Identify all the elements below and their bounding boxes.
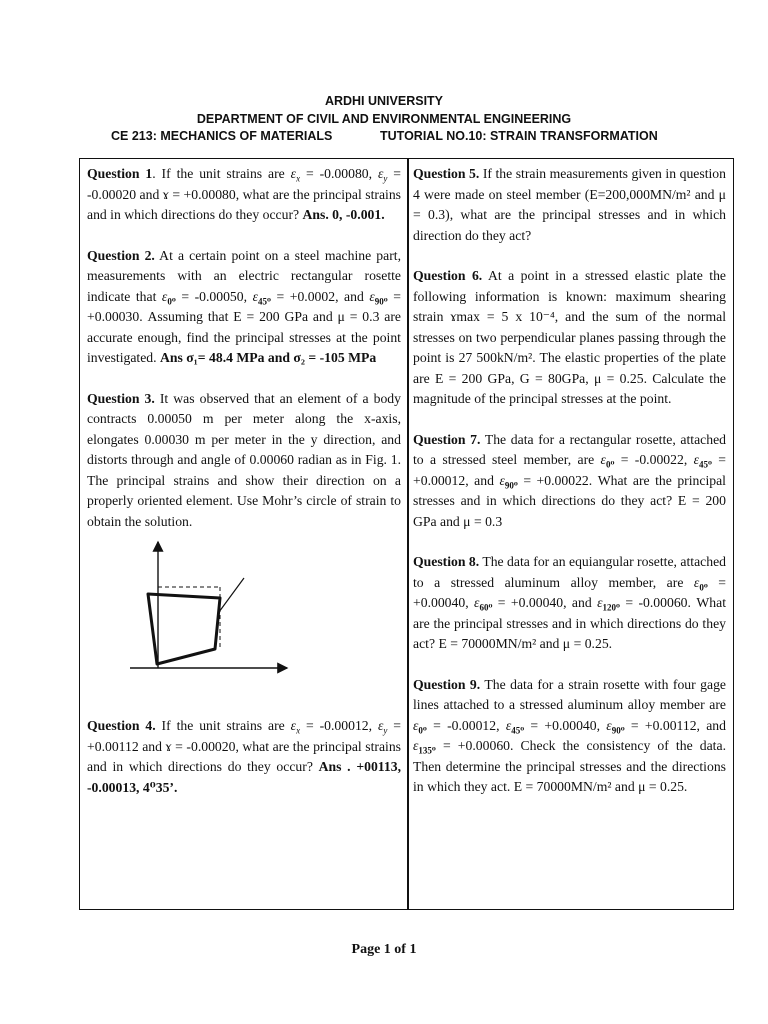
question-9-text: = +0.00060. Check the consistency of the data. Then determine the principal stresses and the directions in which they act. E = 70000MN/m² and μ = 0.25. bbox=[413, 738, 726, 794]
strain-subscript: 90⁰ bbox=[374, 296, 388, 307]
question-8-text: = +0.00040, bbox=[413, 574, 726, 610]
question-9-label: Question 9. bbox=[413, 676, 481, 692]
question-1-label: Question 1 bbox=[87, 166, 153, 181]
column-divider bbox=[407, 159, 409, 909]
question-4-text: = -0.00012, bbox=[300, 718, 378, 733]
question-6-label: Question 6. bbox=[413, 268, 483, 283]
question-8-text: = +0.00040, and bbox=[492, 595, 598, 610]
question-2-label: Question 2. bbox=[87, 247, 155, 263]
strain-symbol: ε bbox=[413, 717, 419, 733]
university-name: ARDHI UNIVERSITY bbox=[324, 94, 444, 108]
strain-symbol: ε bbox=[252, 288, 258, 304]
question-2-answer: Ans σ₁= 48.4 MPa and σ₂ = -105 MPa bbox=[159, 350, 377, 365]
label-leader-line bbox=[219, 578, 244, 612]
question-9-text: = -0.00012, bbox=[426, 717, 506, 733]
strain-symbol: ε bbox=[290, 166, 297, 181]
question-5-label: Question 5. bbox=[413, 166, 480, 181]
strain-symbol: ε bbox=[499, 472, 505, 488]
strain-symbol: ε bbox=[600, 452, 606, 467]
question-8-text: The data for an equiangular rosette, attached to a stressed aluminum alloy member, are bbox=[413, 554, 726, 590]
strain-symbol: ε bbox=[474, 595, 480, 610]
page-number: Page 1 of 1 bbox=[351, 942, 417, 957]
question-7-text: = +0.00012, and bbox=[413, 452, 726, 488]
strain-subscript: x bbox=[296, 173, 301, 184]
question-7-label: Question 7. bbox=[413, 431, 481, 447]
question-1-text: = -0.00020 and ɤ = +0.00080, what are the principal strains and in which directions do they occur? bbox=[87, 166, 401, 222]
strain-subscript: 0⁰ bbox=[418, 725, 427, 736]
strain-symbol: ε bbox=[161, 288, 168, 304]
strain-subscript: 120⁰ bbox=[602, 602, 620, 613]
question-9 bbox=[413, 675, 726, 798]
strain-subscript: 45⁰ bbox=[698, 459, 712, 470]
question-1 bbox=[87, 164, 401, 226]
question-4-label: Question 4. bbox=[87, 718, 156, 733]
question-2-text: At a certain point on a steel machine part, measurements with an electric rectangular rosette indicate that bbox=[87, 247, 401, 304]
questions-table bbox=[79, 158, 734, 910]
strain-symbol: ε bbox=[413, 738, 419, 753]
course-title: CE 213: MECHANICS OF MATERIALS bbox=[111, 129, 333, 143]
question-1-answer: Ans. 0, -0.001. bbox=[302, 207, 385, 222]
strain-subscript: 0⁰ bbox=[605, 459, 615, 470]
question-4-answer: Ans . +00113, -0.00013, 4⁰35’. bbox=[87, 759, 401, 795]
question-6 bbox=[413, 266, 726, 410]
strain-symbol: ε bbox=[369, 288, 375, 304]
question-2-text: = +0.00030. Assuming that E = 200 GPa and μ = 0.3 are accurate enough, find the principal stresses at the point investigated. bbox=[87, 288, 401, 365]
question-7-text: = +0.00022. What are the principal stresses and in which directions do they act? E = 200 GPa and μ = 0.3 bbox=[413, 472, 726, 529]
question-2-text: = +0.0002, and bbox=[270, 288, 370, 304]
question-5 bbox=[413, 164, 726, 246]
strain-symbol: ε bbox=[377, 718, 384, 733]
strain-symbol: ε bbox=[505, 717, 512, 733]
question-4 bbox=[87, 716, 401, 798]
question-8 bbox=[413, 552, 726, 655]
strain-symbol: ε bbox=[693, 574, 700, 590]
strain-subscript: 60⁰ bbox=[479, 602, 493, 613]
strain-symbol: ε bbox=[606, 717, 612, 733]
strain-subscript: 135⁰ bbox=[418, 745, 436, 756]
figure-1 bbox=[87, 538, 401, 698]
question-7 bbox=[413, 430, 726, 533]
question-8-label: Question 8. bbox=[413, 554, 480, 569]
strain-subscript: x bbox=[296, 725, 301, 736]
question-5-text: If the strain measurements given in question 4 were made on steel member (E=200,000MN/m² and μ = 0.3), what are the principal stresses and in which direction do they act? bbox=[413, 166, 726, 243]
question-7-text: = -0.00022, bbox=[614, 452, 694, 467]
strain-subscript: 90⁰ bbox=[611, 725, 625, 736]
question-6-text: At a point in a stressed elastic plate the following information is known: maximum shearing strain ɤmax = 5 x 10⁻⁴, and the sum of the normal stresses on two perpendicular planes passing through the point is 27 500kN/m². The elastic properties of the plate are E = 200 GPa, G = 80GPa, μ = 0.25. Calculate the magnitude of the principal stresses at the point. bbox=[413, 268, 727, 406]
question-9-text: = +0.00112, and bbox=[624, 717, 726, 733]
question-9-text: = +0.00040, bbox=[524, 717, 607, 733]
left-column bbox=[87, 164, 401, 818]
question-8-text: = -0.00060. What are the principal stresses and in which directions do they act? E = 70000MN/m² and μ = 0.25. bbox=[413, 595, 726, 651]
strain-subscript: 0⁰ bbox=[167, 296, 176, 307]
course-line bbox=[0, 128, 768, 146]
document-header bbox=[0, 93, 768, 146]
strain-subscript: 0⁰ bbox=[699, 582, 708, 593]
question-4-text: = +0.00112 and ɤ = -0.00020, what are the principal strains and in which directions do they occur? bbox=[87, 718, 401, 774]
question-1-text: = -0.00080, bbox=[300, 166, 378, 181]
question-2 bbox=[87, 246, 401, 369]
department-name: DEPARTMENT OF CIVIL AND ENVIRONMENTAL ENGINEERING bbox=[196, 111, 572, 126]
strain-subscript: y bbox=[383, 173, 388, 184]
strain-subscript: 45⁰ bbox=[257, 296, 271, 307]
strain-symbol: ε bbox=[377, 166, 384, 181]
right-column bbox=[413, 164, 726, 818]
question-3-text: It was observed that an element of a body contracts 0.00050 m per meter along the x-axis, elongates 0.00030 m per meter in the y direction, and distorts through and angle of 0.00060 radian as in Fig. 1. The principal strains and show their direction on a properly oriented element. Use Mohr’s circle of strain to obtain the solution. bbox=[87, 390, 401, 529]
strain-subscript: 45⁰ bbox=[511, 725, 525, 736]
question-2-text: = -0.00050, bbox=[175, 288, 253, 304]
question-3 bbox=[87, 389, 401, 533]
tutorial-title: TUTORIAL NO.10: STRAIN TRANSFORMATION bbox=[380, 129, 658, 143]
deformed-element-diagram bbox=[87, 538, 401, 698]
question-4-text: If the unit strains are bbox=[155, 718, 291, 733]
question-7-text: The data for a rectangular rosette, attached to a stressed steel member, are bbox=[413, 431, 727, 467]
strain-subscript: y bbox=[383, 725, 388, 736]
strain-subscript: 90⁰ bbox=[504, 480, 518, 491]
question-9-text: The data for a strain rosette with four gage lines attached to a stressed aluminum alloy member are bbox=[413, 676, 727, 712]
deformed-element-shape bbox=[148, 594, 220, 664]
strain-symbol: ε bbox=[693, 452, 699, 467]
question-1-text: . If the unit strains are bbox=[152, 166, 291, 181]
question-3-label: Question 3. bbox=[87, 390, 155, 406]
strain-symbol: ε bbox=[290, 718, 297, 733]
strain-symbol: ε bbox=[597, 595, 603, 610]
